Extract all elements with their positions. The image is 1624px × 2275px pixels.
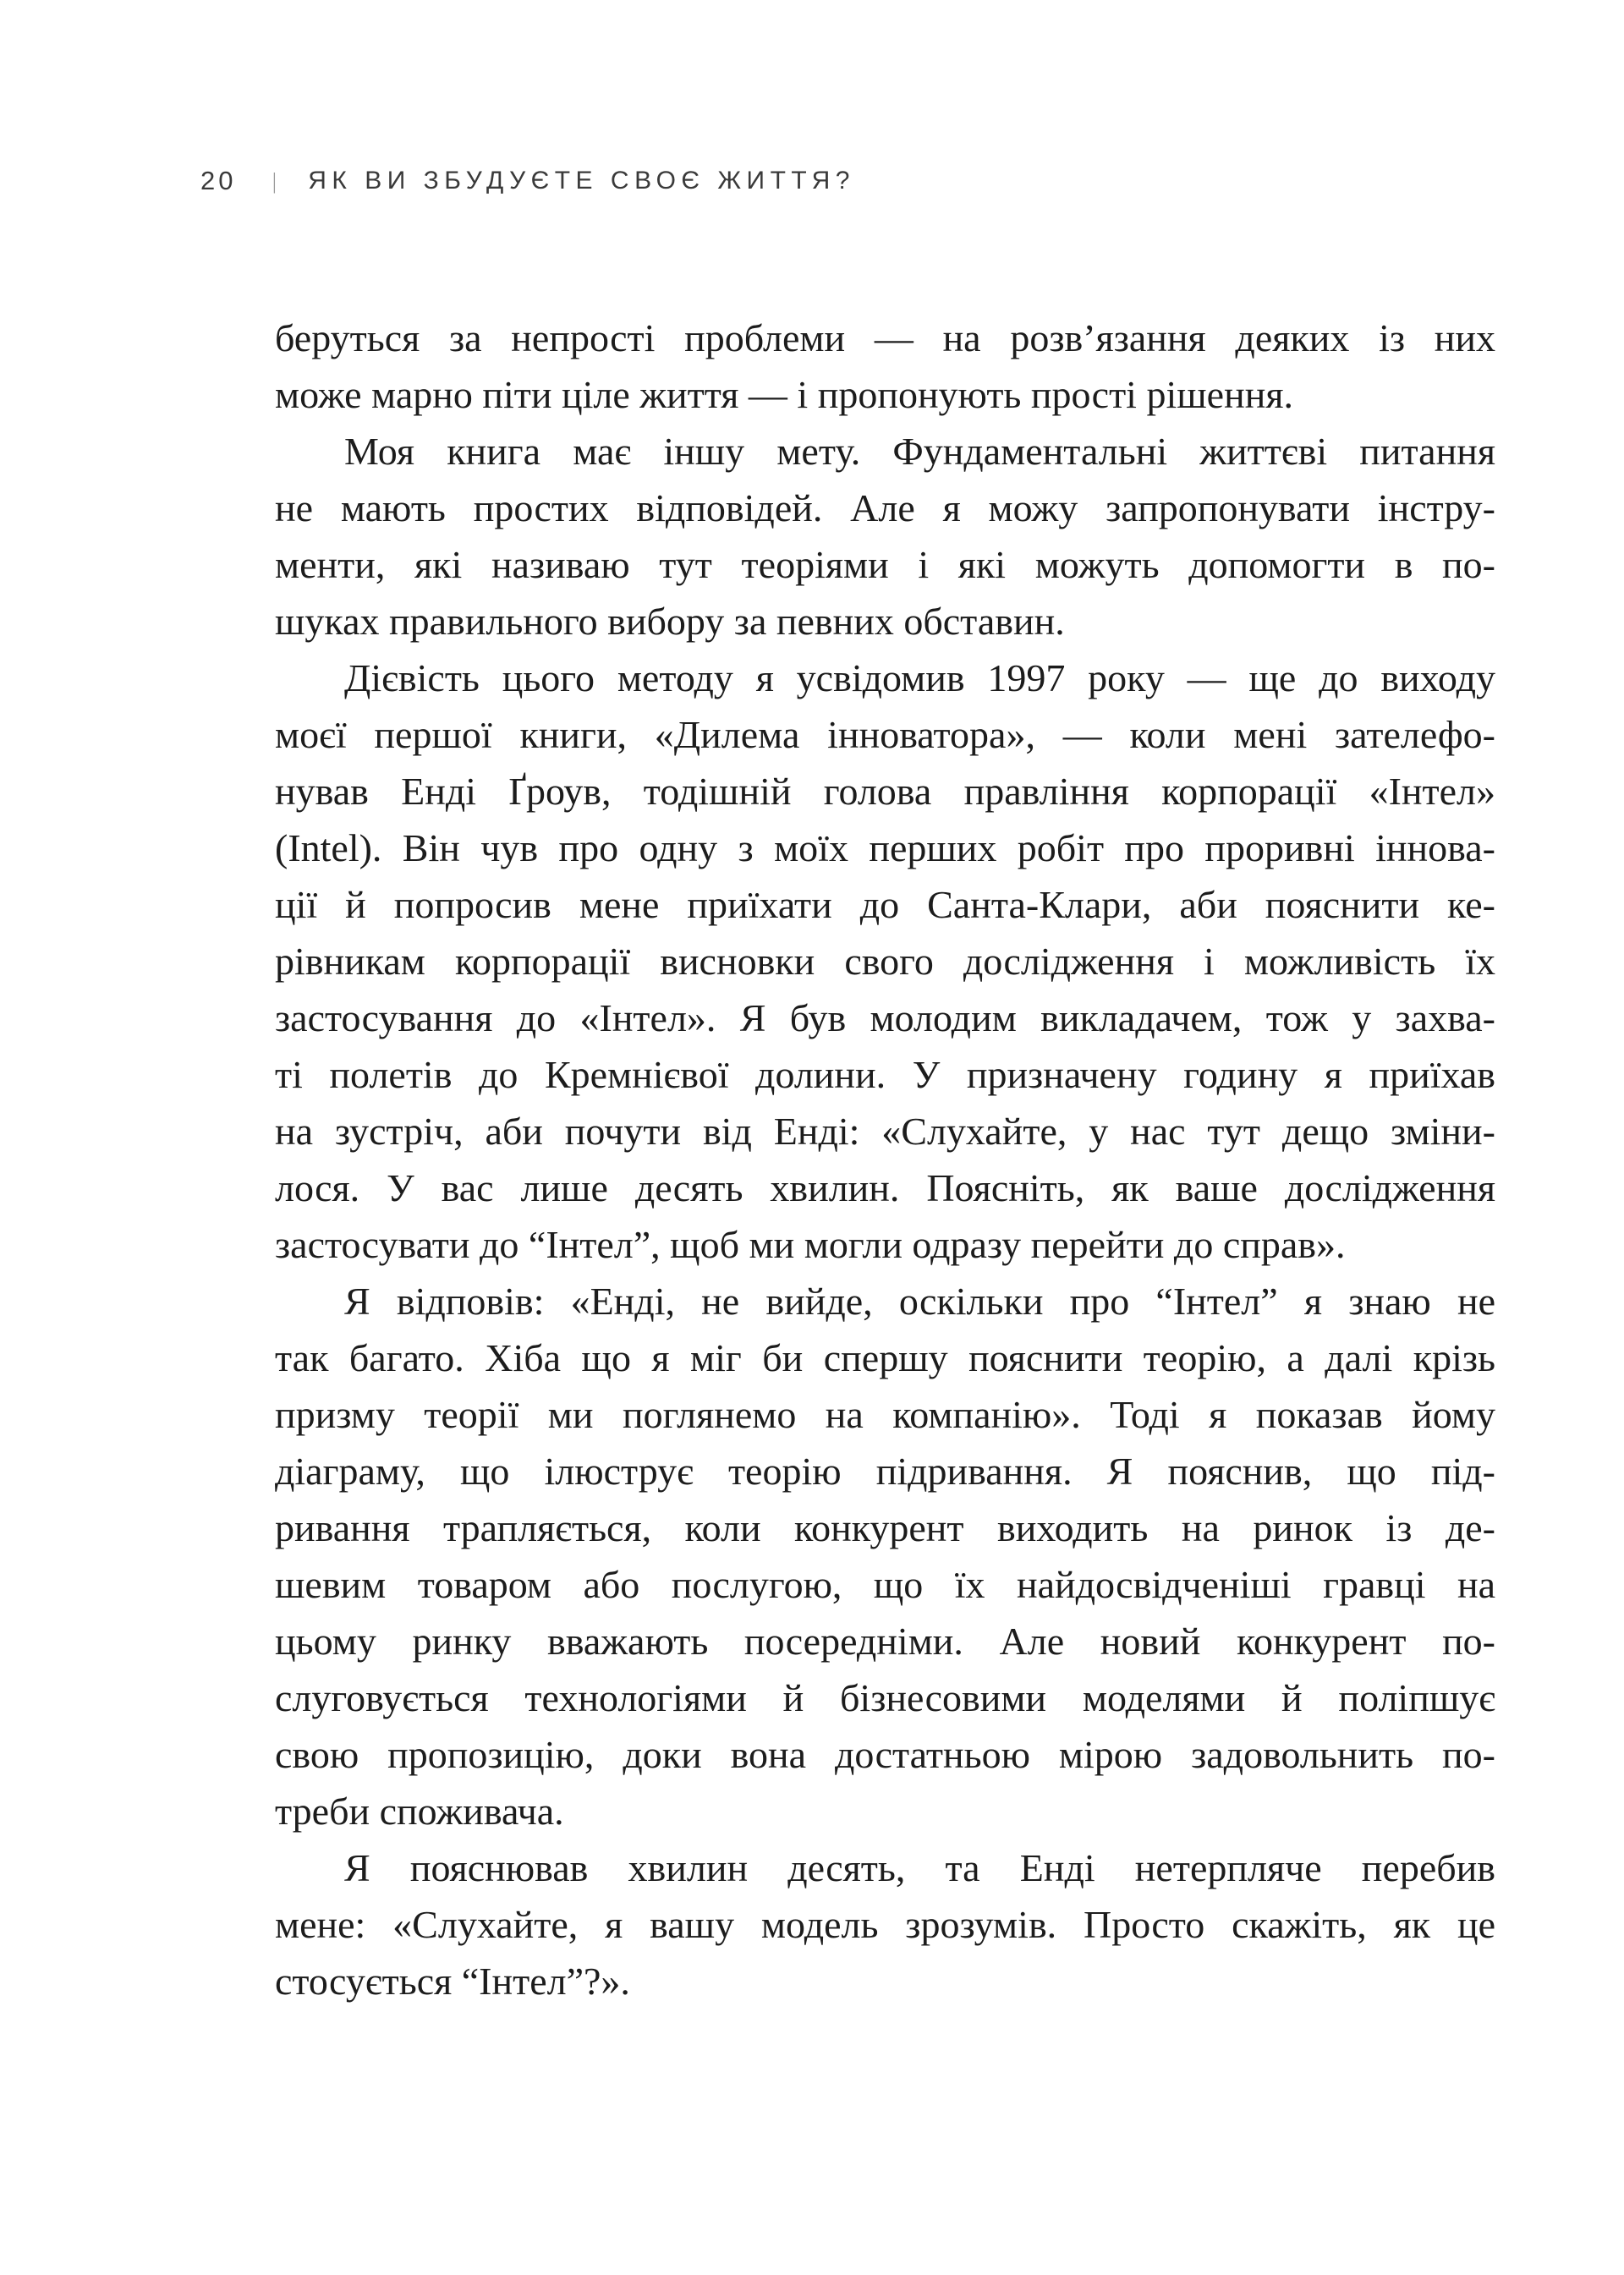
text-line: ції й попросив мене приїхати до Санта-Клари, аби пояснити ке- — [275, 883, 1495, 926]
text-line: Дієвість цього методу я усвідомив 1997 року — ще до виходу — [344, 656, 1495, 699]
text-line: Я пояснював хвилин десять, та Енді нетерпляче перебив — [344, 1846, 1495, 1889]
text-line: застосувати до “Інтел”, щоб ми могли одразу перейти до справ». — [275, 1223, 1346, 1266]
text-line: Я відповів: «Енді, не вийде, оскільки про “Інтел” я знаю не — [344, 1280, 1495, 1323]
running-head — [200, 166, 855, 196]
text-line: свою пропозицію, доки вона достатньою мірою задовольнить по- — [275, 1733, 1495, 1776]
text-line: не мають простих відповідей. Але я можу запропонувати інстру- — [275, 486, 1495, 529]
text-line: діаграму, що ілюструє теорію підривання. Я пояснив, що під- — [275, 1450, 1495, 1493]
text-line: моєї першої книги, «Дилема інноватора», — коли мені зателефо- — [275, 713, 1495, 756]
text-line: рівникам корпорації висновки свого дослідження і можливість їх — [275, 940, 1495, 983]
text-line: так багато. Хіба що я міг би спершу пояснити теорію, а далі крізь — [275, 1336, 1495, 1379]
text-line: шевим товаром або послугою, що їх найдосвідченіші гравці на — [275, 1563, 1495, 1606]
text-line: менти, які називаю тут теоріями і які можуть допомогти в по- — [275, 543, 1495, 586]
text-line: ривання трапляється, коли конкурент виходить на ринок із де- — [275, 1506, 1495, 1549]
text-line: лося. У вас лише десять хвилин. Поясніть, як ваше дослідження — [275, 1166, 1495, 1209]
text-line: треби споживача. — [275, 1790, 564, 1833]
text-line: ті полетів до Кремнієвої долини. У призначену годину я приїхав — [275, 1053, 1495, 1096]
body-text — [275, 310, 1495, 2009]
header-separator: | — [272, 167, 277, 194]
text-line: призму теорії ми поглянемо на компанію». Тоді я показав йому — [275, 1393, 1495, 1436]
text-line: може марно піти ціле життя — і пропонують прості рішення. — [275, 373, 1293, 416]
text-line: (Intel). Він чув про одну з моїх перших робіт про проривні іннова- — [275, 826, 1495, 869]
text-line: на зустріч, аби почути від Енді: «Слухайте, у нас тут дещо зміни- — [275, 1110, 1495, 1153]
text-line: беруться за непрості проблеми — на розв’язання деяких із них — [275, 316, 1495, 359]
text-line: стосується “Інтел”?». — [275, 1960, 630, 2003]
text-line: слуговується технологіями й бізнесовими моделями й поліпшує — [275, 1676, 1495, 1719]
text-line: застосування до «Інтел». Я був молодим викладачем, тож у захва- — [275, 996, 1495, 1039]
running-title: ЯК ВИ ЗБУДУЄТЕ СВОЄ ЖИТТЯ? — [308, 167, 855, 195]
page-number: 20 — [200, 166, 237, 195]
text-line: шуках правильного вибору за певних обставин. — [275, 600, 1065, 643]
text-line: нував Енді Ґроув, тодішній голова правління корпорації «Інтел» — [275, 770, 1495, 813]
text-line: цьому ринку вважають посередніми. Але новий конкурент по- — [275, 1620, 1495, 1663]
text-line: Моя книга має іншу мету. Фундаментальні життєві питання — [344, 430, 1495, 473]
text-line: мене: «Слухайте, я вашу модель зрозумів. Просто скажіть, як це — [275, 1903, 1495, 1946]
